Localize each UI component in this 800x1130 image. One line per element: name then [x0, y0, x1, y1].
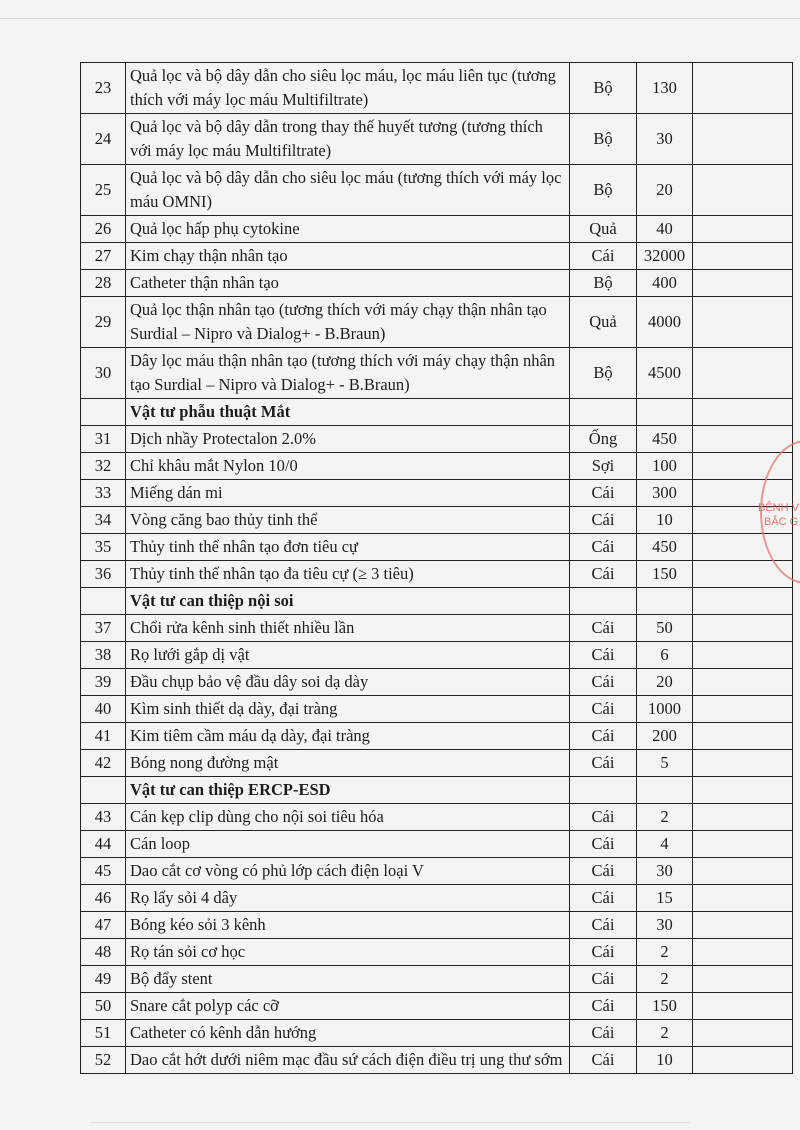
item-unit: Cái [570, 885, 637, 912]
section-title: Vật tư can thiệp nội soi [126, 588, 570, 615]
table-row [81, 561, 793, 588]
section-row [81, 777, 793, 804]
note-cell [693, 993, 793, 1020]
item-unit: Cái [570, 669, 637, 696]
note-cell [693, 939, 793, 966]
item-unit: Cái [570, 561, 637, 588]
table-row [81, 63, 793, 114]
empty-cell [637, 399, 693, 426]
item-unit: Cái [570, 507, 637, 534]
item-name: Chỉ khâu mắt Nylon 10/0 [126, 453, 570, 480]
table-row [81, 615, 793, 642]
item-unit: Cái [570, 615, 637, 642]
page-edge [0, 18, 800, 19]
item-name: Rọ tán sỏi cơ học [126, 939, 570, 966]
item-name: Catheter thận nhân tạo [126, 270, 570, 297]
table-row [81, 216, 793, 243]
item-name: Chổi rửa kênh sinh thiết nhiều lần [126, 615, 570, 642]
row-number: 39 [81, 669, 126, 696]
item-name: Đầu chụp bảo vệ đầu dây soi dạ dày [126, 669, 570, 696]
item-name: Kim chạy thận nhân tạo [126, 243, 570, 270]
row-number: 30 [81, 348, 126, 399]
note-cell [693, 912, 793, 939]
item-quantity: 450 [637, 426, 693, 453]
table-row [81, 243, 793, 270]
row-number: 37 [81, 615, 126, 642]
item-name: Quả lọc thận nhân tạo (tương thích với máy chạy thận nhân tạo Surdial – Nipro và Dialog+ - B.Braun) [126, 297, 570, 348]
note-cell [693, 1047, 793, 1074]
table-row [81, 993, 793, 1020]
section-row [81, 588, 793, 615]
section-title: Vật tư can thiệp ERCP-ESD [126, 777, 570, 804]
item-unit: Cái [570, 480, 637, 507]
item-quantity: 100 [637, 453, 693, 480]
item-unit: Cái [570, 912, 637, 939]
item-quantity: 32000 [637, 243, 693, 270]
note-cell [693, 831, 793, 858]
note-cell [693, 885, 793, 912]
row-number: 35 [81, 534, 126, 561]
item-quantity: 130 [637, 63, 693, 114]
note-cell [693, 750, 793, 777]
item-quantity: 300 [637, 480, 693, 507]
item-quantity: 50 [637, 615, 693, 642]
item-quantity: 4500 [637, 348, 693, 399]
row-number: 33 [81, 480, 126, 507]
row-number: 28 [81, 270, 126, 297]
item-unit: Cái [570, 966, 637, 993]
row-number: 41 [81, 723, 126, 750]
item-quantity: 6 [637, 642, 693, 669]
item-unit: Sợi [570, 453, 637, 480]
item-unit: Cái [570, 243, 637, 270]
row-number: 29 [81, 297, 126, 348]
section-title: Vật tư phẫu thuật Mắt [126, 399, 570, 426]
item-unit: Bộ [570, 348, 637, 399]
row-number: 27 [81, 243, 126, 270]
table-row [81, 858, 793, 885]
supply-table [80, 62, 793, 1074]
row-number: 36 [81, 561, 126, 588]
item-quantity: 4000 [637, 297, 693, 348]
note-cell [693, 723, 793, 750]
empty-cell [637, 588, 693, 615]
row-number: 49 [81, 966, 126, 993]
empty-cell [693, 777, 793, 804]
row-number: 52 [81, 1047, 126, 1074]
row-number: 47 [81, 912, 126, 939]
row-number: 44 [81, 831, 126, 858]
row-number: 48 [81, 939, 126, 966]
stamp-text-2: BẮC G [764, 516, 799, 528]
empty-cell [570, 777, 637, 804]
item-name: Bóng kéo sỏi 3 kênh [126, 912, 570, 939]
item-quantity: 150 [637, 561, 693, 588]
item-name: Rọ lấy sỏi 4 dây [126, 885, 570, 912]
empty-cell [637, 777, 693, 804]
item-quantity: 2 [637, 804, 693, 831]
item-quantity: 1000 [637, 696, 693, 723]
row-number: 42 [81, 750, 126, 777]
table-row [81, 114, 793, 165]
item-unit: Bộ [570, 63, 637, 114]
item-name: Kim tiêm cầm máu dạ dày, đại tràng [126, 723, 570, 750]
table-row [81, 1020, 793, 1047]
empty-cell [693, 588, 793, 615]
item-quantity: 30 [637, 114, 693, 165]
table-row [81, 1047, 793, 1074]
note-cell [693, 696, 793, 723]
page-bottom-edge [90, 1122, 690, 1123]
note-cell [693, 114, 793, 165]
item-quantity: 400 [637, 270, 693, 297]
item-unit: Cái [570, 534, 637, 561]
note-cell [693, 804, 793, 831]
item-quantity: 2 [637, 939, 693, 966]
table-row [81, 165, 793, 216]
item-name: Cán loop [126, 831, 570, 858]
note-cell [693, 348, 793, 399]
item-unit: Cái [570, 750, 637, 777]
table-row [81, 426, 793, 453]
item-unit: Cái [570, 1020, 637, 1047]
row-number: 50 [81, 993, 126, 1020]
item-unit: Bộ [570, 270, 637, 297]
item-quantity: 4 [637, 831, 693, 858]
item-quantity: 30 [637, 912, 693, 939]
item-quantity: 450 [637, 534, 693, 561]
empty-cell [81, 399, 126, 426]
row-number: 43 [81, 804, 126, 831]
item-unit: Cái [570, 723, 637, 750]
red-stamp [752, 440, 800, 580]
item-name: Quả lọc và bộ dây dẫn trong thay thế huyết tương (tương thích với máy lọc máu Multifiltrate) [126, 114, 570, 165]
table-row [81, 885, 793, 912]
table-row [81, 453, 793, 480]
table-row [81, 669, 793, 696]
item-unit: Cái [570, 1047, 637, 1074]
empty-cell [570, 399, 637, 426]
item-quantity: 2 [637, 1020, 693, 1047]
table-row [81, 966, 793, 993]
table-row [81, 480, 793, 507]
item-unit: Cái [570, 831, 637, 858]
item-quantity: 2 [637, 966, 693, 993]
item-quantity: 40 [637, 216, 693, 243]
note-cell [693, 669, 793, 696]
row-number: 32 [81, 453, 126, 480]
item-name: Rọ lưới gắp dị vật [126, 642, 570, 669]
table-row [81, 534, 793, 561]
item-quantity: 150 [637, 993, 693, 1020]
note-cell [693, 165, 793, 216]
row-number: 34 [81, 507, 126, 534]
item-name: Snare cắt polyp các cỡ [126, 993, 570, 1020]
row-number: 46 [81, 885, 126, 912]
item-quantity: 15 [637, 885, 693, 912]
empty-cell [693, 399, 793, 426]
table-row [81, 270, 793, 297]
note-cell [693, 297, 793, 348]
table-body [81, 63, 793, 1074]
item-name: Dao cắt hớt dưới niêm mạc đầu sứ cách điện điều trị ung thư sớm [126, 1047, 570, 1074]
item-quantity: 200 [637, 723, 693, 750]
item-unit: Cái [570, 993, 637, 1020]
item-name: Quả lọc và bộ dây dẫn cho siêu lọc máu, lọc máu liên tục (tương thích với máy lọc máu Multifiltrate) [126, 63, 570, 114]
table-row [81, 939, 793, 966]
row-number: 25 [81, 165, 126, 216]
item-name: Dao cắt cơ vòng có phủ lớp cách điện loại V [126, 858, 570, 885]
item-name: Miếng dán mi [126, 480, 570, 507]
item-quantity: 20 [637, 165, 693, 216]
note-cell [693, 216, 793, 243]
item-unit: Cái [570, 642, 637, 669]
item-quantity: 5 [637, 750, 693, 777]
table-row [81, 750, 793, 777]
table-row [81, 348, 793, 399]
note-cell [693, 243, 793, 270]
item-name: Cán kẹp clip dùng cho nội soi tiêu hóa [126, 804, 570, 831]
item-quantity: 30 [637, 858, 693, 885]
row-number: 40 [81, 696, 126, 723]
item-unit: Cái [570, 939, 637, 966]
item-unit: Ống [570, 426, 637, 453]
item-name: Thủy tinh thể nhân tạo đa tiêu cự (≥ 3 tiêu) [126, 561, 570, 588]
item-name: Catheter có kênh dẫn hướng [126, 1020, 570, 1047]
item-unit: Cái [570, 804, 637, 831]
row-number: 23 [81, 63, 126, 114]
table-row [81, 507, 793, 534]
item-quantity: 10 [637, 1047, 693, 1074]
item-unit: Cái [570, 858, 637, 885]
note-cell [693, 615, 793, 642]
table-row [81, 804, 793, 831]
item-unit: Quả [570, 216, 637, 243]
item-name: Bóng nong đường mật [126, 750, 570, 777]
table-row [81, 297, 793, 348]
note-cell [693, 63, 793, 114]
row-number: 24 [81, 114, 126, 165]
note-cell [693, 966, 793, 993]
note-cell [693, 642, 793, 669]
item-unit: Bộ [570, 114, 637, 165]
empty-cell [81, 777, 126, 804]
note-cell [693, 270, 793, 297]
row-number: 26 [81, 216, 126, 243]
item-unit: Quả [570, 297, 637, 348]
item-name: Thủy tinh thể nhân tạo đơn tiêu cự [126, 534, 570, 561]
item-unit: Bộ [570, 165, 637, 216]
item-quantity: 20 [637, 669, 693, 696]
table-row [81, 696, 793, 723]
row-number: 51 [81, 1020, 126, 1047]
item-name: Bộ đẩy stent [126, 966, 570, 993]
item-name: Dây lọc máu thận nhân tạo (tương thích với máy chạy thận nhân tạo Surdial – Nipro và Dialog+ - B.Braun) [126, 348, 570, 399]
empty-cell [570, 588, 637, 615]
item-name: Vòng căng bao thủy tinh thể [126, 507, 570, 534]
row-number: 38 [81, 642, 126, 669]
stamp-text-1: BỆNH V [758, 502, 799, 514]
table-row [81, 642, 793, 669]
table-row [81, 723, 793, 750]
table-row [81, 912, 793, 939]
item-name: Quả lọc và bộ dây dẫn cho siêu lọc máu (tương thích với máy lọc máu OMNI) [126, 165, 570, 216]
empty-cell [81, 588, 126, 615]
note-cell [693, 858, 793, 885]
item-unit: Cái [570, 696, 637, 723]
item-name: Dịch nhầy Protectalon 2.0% [126, 426, 570, 453]
item-quantity: 10 [637, 507, 693, 534]
item-name: Quả lọc hấp phụ cytokine [126, 216, 570, 243]
row-number: 45 [81, 858, 126, 885]
table-row [81, 831, 793, 858]
section-row [81, 399, 793, 426]
item-name: Kìm sinh thiết dạ dày, đại tràng [126, 696, 570, 723]
note-cell [693, 1020, 793, 1047]
row-number: 31 [81, 426, 126, 453]
